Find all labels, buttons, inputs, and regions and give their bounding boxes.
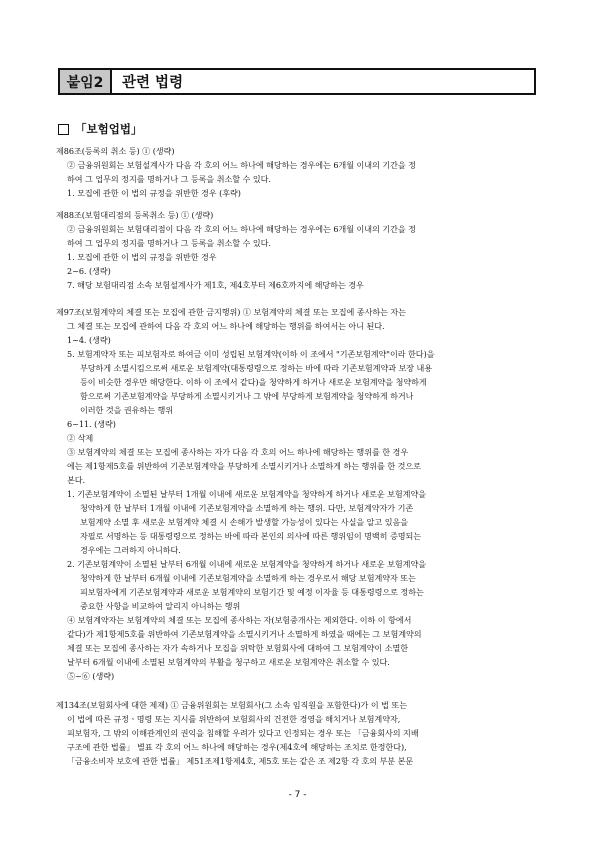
article-97-title: 제97조(보험계약의 체결 또는 모집에 관한 금지행위) ① 보험계약의 체결 또는 모집에 종사하는 자는 <box>56 307 406 317</box>
text-line: 같다)가 제1항제5호를 위반하여 기존보험계약을 소멸시키거나 소멸하게 하였을 때에는 그 보험계약의 <box>67 629 422 639</box>
text-line: 2. 기존보험계약이 소멸된 날부터 6개월 이내에 새로운 보험계약을 청약하게 하거나 새로운 보험계약을 <box>67 559 426 569</box>
text-line: 청약하게 한 날부터 1개월 이내에 기존보험계약을 소멸하게 하는 행위. 다만, 보험계약자가 기존 <box>80 503 414 513</box>
text-line: 「금융소비자 보호에 관한 법률」 제51조제1항제4호, 제5호 또는 같은 조 제2항 각 호의 부분 본문 <box>67 756 414 766</box>
text-line: ② 금융위원회는 보험설계사가 다음 각 호의 어느 하나에 해당하는 경우에는 6개월 이내의 기간을 정 <box>67 160 416 170</box>
attachment-title: 관련 법령 <box>122 75 184 91</box>
attachment-badge: 붙임2 <box>60 70 112 93</box>
section-title: 「보험업법」 <box>75 122 143 136</box>
text-line: 본다. <box>67 475 86 485</box>
text-line: 이러한 것을 권유하는 행위 <box>80 405 174 415</box>
square-bullet-icon <box>58 124 69 135</box>
text-line: 그 체결 또는 모집에 관하여 다음 각 호의 어느 하나에 해당하는 행위를 하여서는 아니 된다. <box>67 321 385 331</box>
text-line: ② 금융위원회는 보험대리점이 다음 각 호의 어느 하나에 해당하는 경우에는 6개월 이내의 기간을 정 <box>67 224 416 234</box>
text-line: 1. 기존보험계약이 소멸된 날부터 1개월 이내에 새로운 보험계약을 청약하게 하거나 새로운 보험계약을 <box>67 489 426 499</box>
text-line: ② 삭제 <box>67 433 94 443</box>
text-line: 2~6. (생략) <box>67 266 111 276</box>
text-line: ③ 보험계약의 체결 또는 모집에 종사하는 자가 다음 각 호의 어느 하나에 해당하는 행위를 한 경우 <box>67 447 409 457</box>
text-line: 함으로써 기존보험계약을 부당하게 소멸시키거나 그 밖에 부당하게 보험계약을 청약하게 하거나 <box>80 391 414 401</box>
article-134-title: 제134조(보험회사에 대한 제재) ① 금융위원회는 보험회사(그 소속 임직원을 포함한다)가 이 법 또는 <box>56 700 407 710</box>
text-line: 피보험자에게 기존보험계약과 새로운 보험계약의 보험기간 및 예정 이자율 등 대통령령으로 정하는 <box>80 587 424 597</box>
text-line: 중요한 사항을 비교하여 알리지 아니하는 행위 <box>80 601 241 611</box>
text-line: 경우에는 그러하지 아니하다. <box>80 545 181 555</box>
text-line: 1. 모집에 관한 이 법의 규정을 위반한 경우 (후략) <box>67 188 241 198</box>
text-line: 체결 또는 모집에 종사하는 자가 속하거나 모집을 위탁한 보험회사에 대하여 그 보험계약이 소멸한 <box>67 643 409 653</box>
section-heading <box>58 121 142 137</box>
text-line: 하여 그 업무의 정지를 명하거나 그 등록을 취소할 수 있다. <box>67 174 271 184</box>
article-88-title: 제88조(보험대리점의 등록취소 등) ① (생략) <box>56 210 214 220</box>
page-number: - 7 - <box>288 790 307 800</box>
text-line: 이 법에 따른 규정ㆍ명령 또는 지시를 위반하여 보험회사의 건전한 경영을 해치거나 보험계약자, <box>67 714 401 724</box>
text-line: 에는 제1항제5호를 위반하여 기존보험계약을 부당하게 소멸시키거나 소멸하게 하는 행위를 한 것으로 <box>67 461 421 471</box>
text-line: 1~4. (생략) <box>67 335 111 345</box>
text-line: 7. 해당 보험대리점 소속 보험설계사가 제1호, 제4호부터 제6호까지에 해당하는 경우 <box>67 280 364 290</box>
text-line: ④ 보험계약자는 보험계약의 체결 또는 모집에 종사하는 자(보험중개사는 제외한다. 이하 이 항에서 <box>67 615 412 625</box>
text-line: 1. 모집에 관한 이 법의 규정을 위반한 경우 <box>67 252 217 262</box>
text-line: 날부터 6개월 이내에 소멸된 보험계약의 부활을 청구하고 새로운 보험계약은 취소할 수 있다. <box>67 657 390 667</box>
text-line: 자필로 서명하는 등 대통령령으로 정하는 바에 따라 본인의 의사에 따른 행위임이 명백히 증명되는 <box>80 531 422 541</box>
text-line: 6~11. (생략) <box>67 419 116 429</box>
text-line: 보험계약 소멸 후 새로운 보험계약 체결 시 손해가 발생할 가능성이 있다는 사실을 알고 있음을 <box>80 517 409 527</box>
text-line: ⑤~⑥ (생략) <box>67 671 115 681</box>
text-line: 등이 비슷한 경우만 해당한다. 이하 이 조에서 같다)을 청약하게 하거나 새로운 보험계약을 청약하게 <box>80 377 427 387</box>
text-line: 구조에 관한 법률」 별표 각 호의 어느 하나에 해당하는 경우(제4호에 해당하는 조치로 한정한다), <box>67 742 407 752</box>
text-line: 피보험자, 그 밖의 이해관계인의 권익을 침해할 우려가 있다고 인정되는 경우 또는 「금융회사의 지배 <box>67 728 419 738</box>
attachment-header <box>58 68 536 95</box>
text-line: 부당하게 소멸시킴으로써 새로운 보험계약(대통령령으로 정하는 바에 따라 기존보험계약과 보장 내용 <box>80 363 433 373</box>
article-86-title: 제86조(등록의 취소 등) ① (생략) <box>56 146 175 156</box>
text-line: 하여 그 업무의 정지를 명하거나 그 등록을 취소할 수 있다. <box>67 238 271 248</box>
text-line: 5. 보험계약자 또는 피보험자로 하여금 이미 성립된 보험계약(이하 이 조에서 "기존보험계약"이라 한다)을 <box>67 349 435 359</box>
text-line: 청약하게 한 날부터 6개월 이내에 기존보험계약을 소멸하게 하는 경우로서 해당 보험계약자 또는 <box>80 573 416 583</box>
